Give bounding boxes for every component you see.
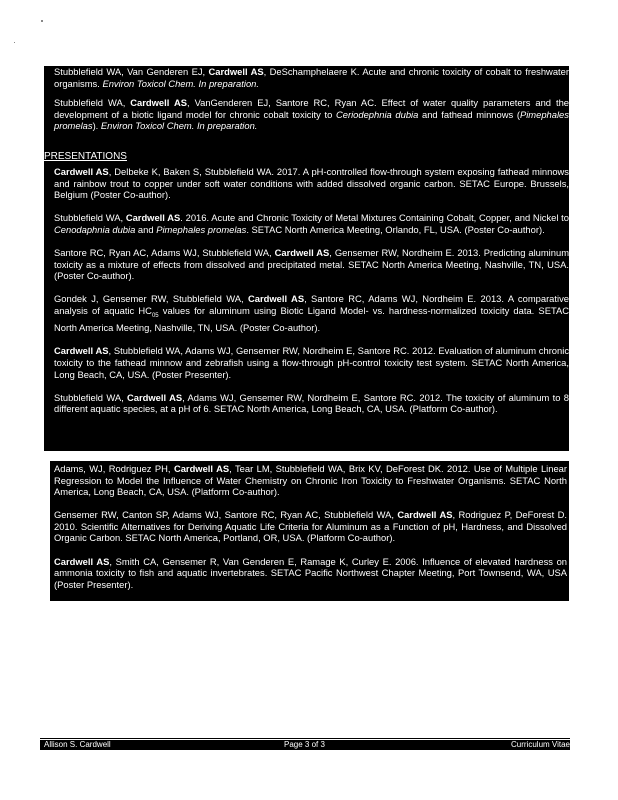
citation-author-highlight: Cardwell AS: [130, 97, 187, 109]
presentation-entry: [54, 392, 569, 415]
page-footer: [40, 740, 570, 750]
scan-speck: [14, 42, 15, 43]
presentations-section: [44, 151, 569, 451]
scan-speck: [41, 20, 43, 22]
citation-author-highlight: Cardwell AS: [54, 555, 110, 567]
citation-text: , Santore RC, Adams WJ, Nordheim E. 2013. A comparative analysis of aquatic HC: [54, 293, 569, 316]
citation-text: , Adams WJ, Gensemer RW, Nordheim E, Santore RC. 2012. The toxicity of aluminum to 8 different aquatic species, at a pH of 6. SETAC North America, Long Beach, CA, USA. (Platform Co-author).: [54, 391, 569, 415]
presentation-entry: [54, 463, 567, 498]
citation-entry: [54, 66, 569, 89]
citation-text: . SETAC North America Meeting, Orlando, FL, USA. (Poster Co-author).: [246, 223, 545, 235]
citation-journal: Environ Toxicol Chem. In preparation.: [102, 77, 259, 89]
section-heading: PRESENTATIONS: [44, 151, 131, 163]
citation-text: , VanGenderen EJ, Santore RC, Ryan AC. Effect of water quality parameters and the development of a biotic ligand model for chronic cobalt toxicity to: [54, 97, 570, 120]
citation-text: , Smith CA, Gensemer R, Van Genderen E, Ramage K, Curley E. 2006. Influence of elevated hardness on ammonia toxicity to fish and aquatic invertebrates. SETAC Pacific Northwest Chapter Meeting, Port Townsend, WA, USA (Poster Presenter).: [54, 555, 567, 590]
presentation-entry: [54, 556, 567, 591]
presentation-entry: [54, 212, 569, 235]
citation-text: Gondek J, Gensemer RW, Stubblefield WA,: [54, 293, 248, 305]
citation-text: , Stubblefield WA, Adams WJ, Gensemer RW, Nordheim E, Santore RC. 2012. Evaluation of aluminum chronic toxicity to the fathead minnow and zebrafish using a flow-through pH-control toxicity test system. SETAC North America, Long Beach, CA, USA. (Poster Presenter).: [54, 345, 570, 380]
presentation-entry: [54, 247, 569, 282]
citation-text: values for aluminum using Biotic Ligand Model- vs. hardness-normalized toxicity data. SETAC North America Meeting, Nashville, TN, USA. (Poster Co-author).: [54, 304, 569, 334]
citation-text: Stubblefield WA,: [54, 391, 128, 403]
citation-text: , Gensemer RW, Nordheim E. 2013. Predicting aluminum toxicity as a mixture of effects from dissolved and precipitated metal. SETAC North America Meeting, Nashville, TN, USA. (Poster Co-author).: [54, 246, 569, 282]
citation-text: , Tear LM, Stubblefield WA, Brix KV, DeForest DK. 2012. Use of Multiple Linear Regression to Model the Influence of Water Chemistry on Chronic Iron Toxicity to Freshwater Organisms. SETAC North America, Long Beach, CA, USA. (Platform Co-author).: [54, 463, 568, 498]
footer-author: Allison S. Cardwell: [44, 740, 111, 749]
presentation-entry: [54, 509, 567, 544]
publications-in-preparation: [44, 66, 569, 156]
species-name: Pimephales promelas: [156, 223, 247, 235]
citation-author-highlight: Cardwell AS: [208, 66, 264, 77]
citation-author-highlight: Cardwell AS: [247, 293, 305, 305]
presentation-entry: [54, 166, 569, 201]
citation-author-highlight: Cardwell AS: [274, 246, 330, 258]
presentations-section-continued: [50, 461, 569, 601]
citation-author-highlight: Cardwell AS: [397, 509, 453, 521]
citation-text: and: [135, 223, 157, 235]
citation-text: Santore RC, Ryan AC, Adams WJ, Stubblefield WA,: [54, 246, 275, 258]
citation-text: . 2016. Acute and Chronic Toxicity of Metal Mixtures Containing Cobalt, Copper, and Nickel to: [180, 212, 570, 224]
footer-doc-title: Curriculum Vitae: [511, 740, 570, 749]
citation-author-highlight: Cardwell AS: [125, 212, 181, 224]
citation-text: and fathead minnows (: [418, 108, 520, 120]
citation-text: Stubblefield WA, Van Genderen EJ,: [54, 66, 209, 77]
subscript: 05: [151, 312, 159, 319]
citation-author-highlight: Cardwell AS: [127, 391, 183, 403]
citation-author-highlight: Cardwell AS: [54, 166, 109, 177]
citation-author-highlight: Cardwell AS: [173, 463, 230, 474]
presentation-entry: [54, 293, 569, 334]
citation-text: Adams, WJ, Rodriguez PH,: [54, 463, 174, 474]
citation-text: , Rodriguez P, DeForest D. 2010. Scientific Alternatives for Deriving Aquatic Life Criteria for Aluminum as a Function of pH, Hardness, and Dissolved Organic Carbon. SETAC North America, Portland, OR, USA. (Platform Co-author).: [54, 509, 567, 544]
species-name: Ceriodephnia dubia: [335, 108, 419, 120]
species-name: Cenodaphnia dubia: [54, 223, 136, 235]
citation-author-highlight: Cardwell AS: [54, 345, 109, 357]
citation-text: Gensemer RW, Canton SP, Adams WJ, Santore RC, Ryan AC, Stubblefield WA,: [54, 509, 398, 521]
citation-text: Stubblefield WA,: [54, 97, 131, 109]
citation-journal: Environ Toxicol Chem. In preparation.: [100, 120, 258, 132]
presentation-entry: [54, 345, 569, 380]
footer-rule: [40, 738, 570, 739]
citation-text: , Delbeke K, Baken S, Stubblefield WA. 2017. A pH-controlled flow-through system exposing fathead minnows and rainbow trout to copper under soft water conditions with added dissolved organic carbon. SETAC Europe. Brussels, Belgium (Poster Co-author).: [54, 166, 569, 201]
citation-text: Stubblefield WA,: [54, 212, 126, 224]
species-name: Pimephales promelas: [54, 108, 569, 132]
citation-text: ).: [92, 120, 101, 132]
footer-page-number: Page 3 of 3: [284, 740, 325, 749]
citation-text: , DeSchamphelaere K. Acute and chronic toxicity of cobalt to freshwater organisms.: [54, 66, 569, 89]
citation-entry: [54, 97, 569, 132]
